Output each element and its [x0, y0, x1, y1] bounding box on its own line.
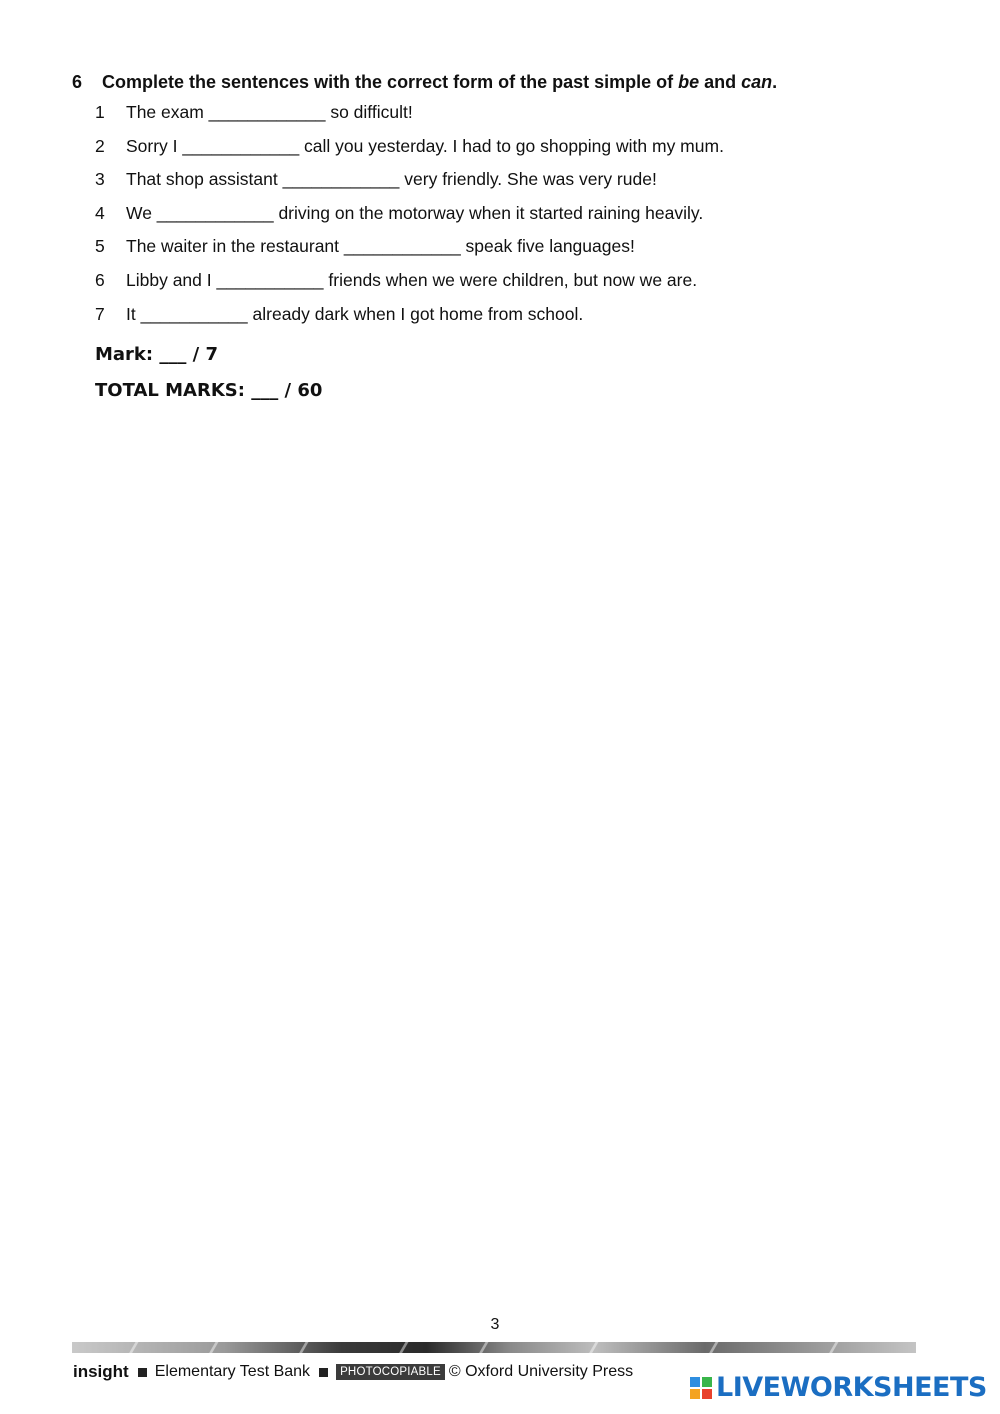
- sentence-item: [72, 234, 952, 268]
- item-text: The exam ____________ so difficult!: [126, 102, 413, 122]
- page-number: 3: [490, 1316, 500, 1333]
- logo-square: [702, 1377, 712, 1387]
- item-number: 2: [95, 135, 105, 156]
- total-marks-line: TOTAL MARKS: ___ / 60: [95, 380, 323, 401]
- item-number: 4: [95, 202, 105, 223]
- exercise-instruction: [72, 70, 952, 94]
- item-number: 3: [95, 169, 105, 190]
- sentence-item: [72, 302, 952, 336]
- item-text: Libby and I ___________ friends when we were children, but now we are.: [126, 269, 698, 290]
- square-bullet-icon: [138, 1368, 147, 1377]
- item-text: The waiter in the restaurant ____________ speak five languages!: [126, 236, 635, 257]
- footer-brand: insight: [73, 1362, 129, 1381]
- item-text: Sorry I ____________ call you yesterday. I had to go shopping with my mum.: [126, 135, 724, 156]
- footer-book-title: Elementary Test Bank: [154, 1363, 311, 1380]
- logo-square: [690, 1377, 700, 1387]
- instruction-text-mid: and: [699, 72, 742, 92]
- exercise-6: [72, 70, 952, 335]
- footer-publisher: © Oxford University Press: [448, 1363, 634, 1380]
- footer-photo-band: [72, 1342, 916, 1353]
- item-text: It ___________ already dark when I got home from school.: [126, 303, 584, 324]
- sentence-item: [72, 134, 952, 168]
- sentence-list: [72, 100, 952, 335]
- sentence-item: [72, 201, 952, 235]
- mark-line: Mark: ___ / 7: [95, 344, 219, 365]
- liveworksheets-text: LIVEWORKSHEETS: [716, 1372, 987, 1403]
- item-number: 1: [95, 102, 105, 122]
- item-number: 6: [95, 269, 105, 290]
- item-number: 7: [95, 303, 105, 324]
- square-bullet-icon: [319, 1368, 328, 1377]
- item-text: We ____________ driving on the motorway when it started raining heavily.: [126, 202, 704, 223]
- footer: [73, 1362, 633, 1382]
- instruction-text-end: .: [772, 72, 778, 92]
- instruction-word-can: can: [741, 72, 773, 92]
- sentence-item: [72, 268, 952, 302]
- item-text: That shop assistant ____________ very friendly. She was very rude!: [126, 169, 657, 190]
- liveworksheets-logo-icon: [690, 1377, 712, 1399]
- instruction-word-be: be: [678, 72, 700, 92]
- photocopiable-badge: PHOTOCOPIABLE: [336, 1364, 445, 1380]
- sentence-item: [72, 167, 952, 201]
- logo-square: [690, 1389, 700, 1399]
- exercise-number: 6: [72, 72, 83, 92]
- instruction-text: Complete the sentences with the correct form of the past simple of: [102, 72, 679, 92]
- sentence-item: [72, 100, 952, 134]
- logo-square: [702, 1389, 712, 1399]
- liveworksheets-watermark: [690, 1372, 987, 1403]
- item-number: 5: [95, 236, 105, 257]
